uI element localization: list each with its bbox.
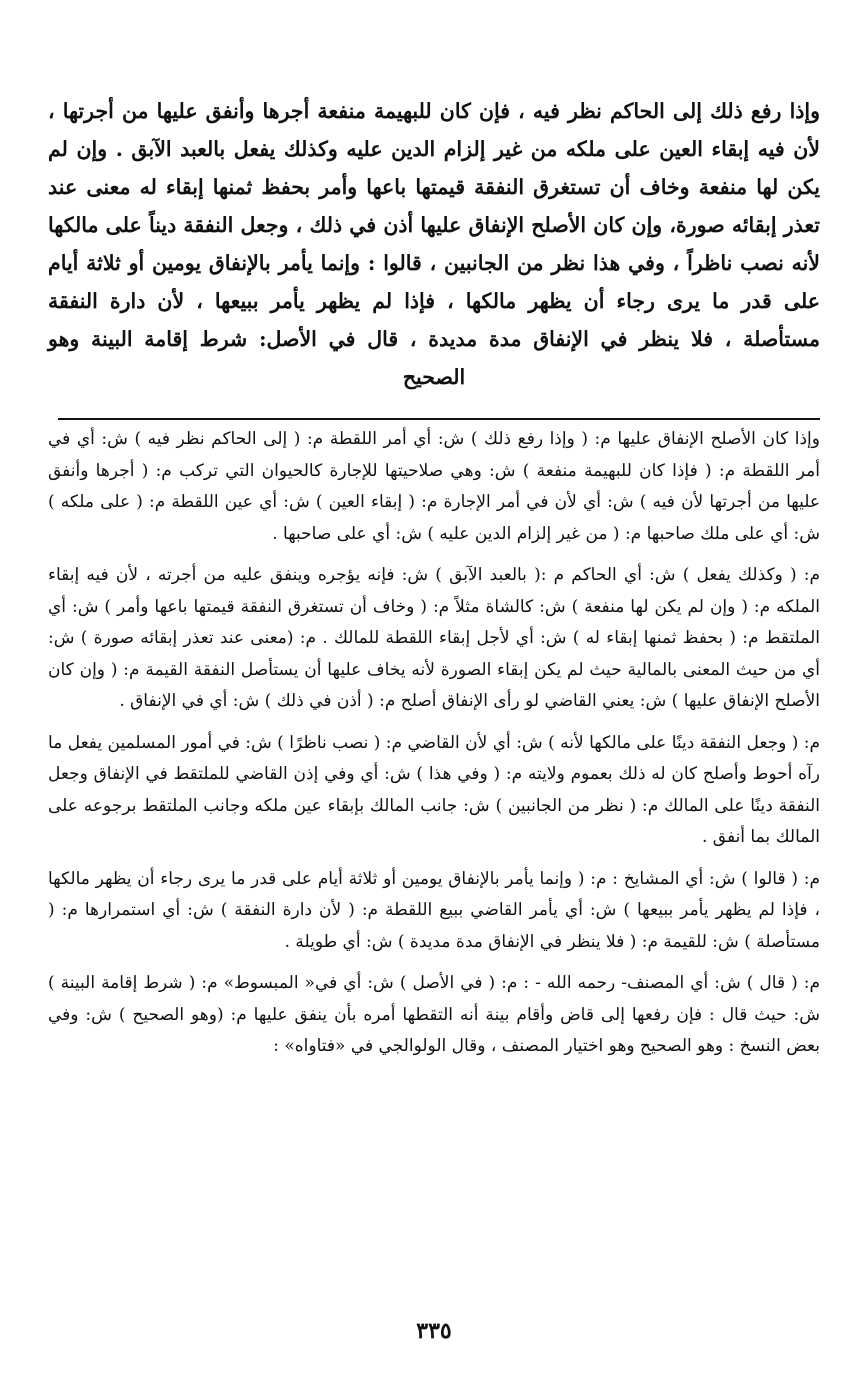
sharh-paragraph-2: م: ( وكذلك يفعل ) ش: أي الحاكم م :( بالعبد الآبق ) ش: فإنه يؤجره وينفق عليه من أجرته ، لأن فيه إبقاء الملكه م: ( وإن لم يكن لها منفعة ) ش: كالشاة مثلاً م: ( وخاف أن تستغرق النفقة قيمتها باعها وأمر ) ش: أي الملتقط م: ( بحفظ ثمنها إبقاء له ) ش: أي لأجل إبقاء اللقطة للمالك . م: (معنى عند تعذر إبقائه صورة ) ش: أي من حيث المعنى بالمالية حيث لم يكن إبقاء الصورة لأنه يخاف عليها أن يستأصل النفقة القيمة م: ( وإن كان الأصلح الإنفاق عليها ) ش: يعني القاضي لو رأى الإنفاق أصلح م: ( أذن في ذلك ) ش: أي في الإنفاق . [48, 565, 820, 711]
sharh-paragraph-4: م: ( قالوا ) ش: أي المشايخ : م: ( وإنما يأمر بالإنفاق يومين أو ثلاثة أيام على قدر ما يرى رجاء أن يظهر مالكها ، فإذا لم يظهر يأمر ببيعها ) ش: أي يأمر القاضي ببيع اللقطة م: ( لأن دارة النفقة ) ش: أي استمرارها م: ( مستأصلة ) ش: للقيمة م: ( فلا ينظر في الإنفاق مدة مديدة ) ش: أي طويلة . [48, 868, 820, 952]
matn-paragraph: وإذا رفع ذلك إلى الحاكم نظر فيه ، فإن كان للبهيمة منفعة أجرها وأنفق عليها من أجرتها ، لأن فيه إبقاء العين على ملكه من غير إلزام الدين عليه وكذلك يفعل بالعبد الآبق . وإن لم يكن لها منفعة وخاف أن تستغرق النفقة قيمتها باعها وأمر بحفظ ثمنها إبقاء له معنى عند تعذر إبقائه صورة، وإن كان الأصلح الإنفاق عليها أذن في ذلك ، وجعل النفقة ديناً على مالكها لأنه نصب ناظراً ، وفي هذا نظر من الجانبين ، قالوا : وإنما يأمر بالإنفاق يومين أو ثلاثة أيام على قدر ما يرى رجاء أن يظهر مالكها ، فإذا لم يظهر يأمر ببيعها ، لأن دارة النفقة مستأصلة ، فلا ينظر في الإنفاق مدة مديدة ، قال في الأصل: شرط إقامة البينة وهو الصحيح [48, 99, 820, 389]
sharh-paragraph-1: وإذا كان الأصلح الإنفاق عليها م: ( وإذا رفع ذلك ) ش: أي أمر اللقطة م: ( إلى الحاكم نظر فيه ) ش: أي في أمر اللقطة م: ( فإذا كان للبهيمة منفعة ) ش: وهي صلاحيتها للإجارة كالحيوان التي تركب م: ( أجرها وأنفق عليها من أجرتها لأن فيه ) ش: أي لأن في أمر الإجارة م: ( إبقاء العين ) ش: أي عين اللقطة م: ( على ملكه ) ش: أي على ملك صاحبها م: ( من غير إلزام الدين عليه ) ش: أي على صاحبها . [48, 429, 820, 544]
divider-line [58, 418, 820, 420]
sharh-paragraph-5: م: ( قال ) ش: أي المصنف- رحمه الله - : م: ( في الأصل ) ش: أي في« المبسوط» م: ( شرط إقامة البينة ) ش: حيث قال : فإن رفعها إلى قاض وأقام بينة أنه التقطها أمره بأن ينفق عليها م: (وهو الصحيح ) ش: وفي بعض النسخ : وهو الصحيح وهو اختيار المصنف ، وقال الولوالجي في «فتاواه» : [48, 973, 820, 1056]
page-number: ٣٣٥ [416, 1318, 452, 1344]
sharh-paragraph-3: م: ( وجعل النفقة دينًا على مالكها لأنه ) ش: أي لأن القاضي م: ( نصب ناظرًا ) ش: في أمور المسلمين يفعل ما رآه أحوط وأصلح كان له ذلك بعموم ولايته م: ( وفي هذا ) ش: أي وفي إذن القاضي للملتقط في الإنفاق وجعل النفقة دينًا على المالك م: ( نظر من الجانبين ) ش: جانب المالك بإبقاء عين ملكه وجانب الملتقط برجوعه على المالك بما أنفق . [48, 732, 820, 847]
